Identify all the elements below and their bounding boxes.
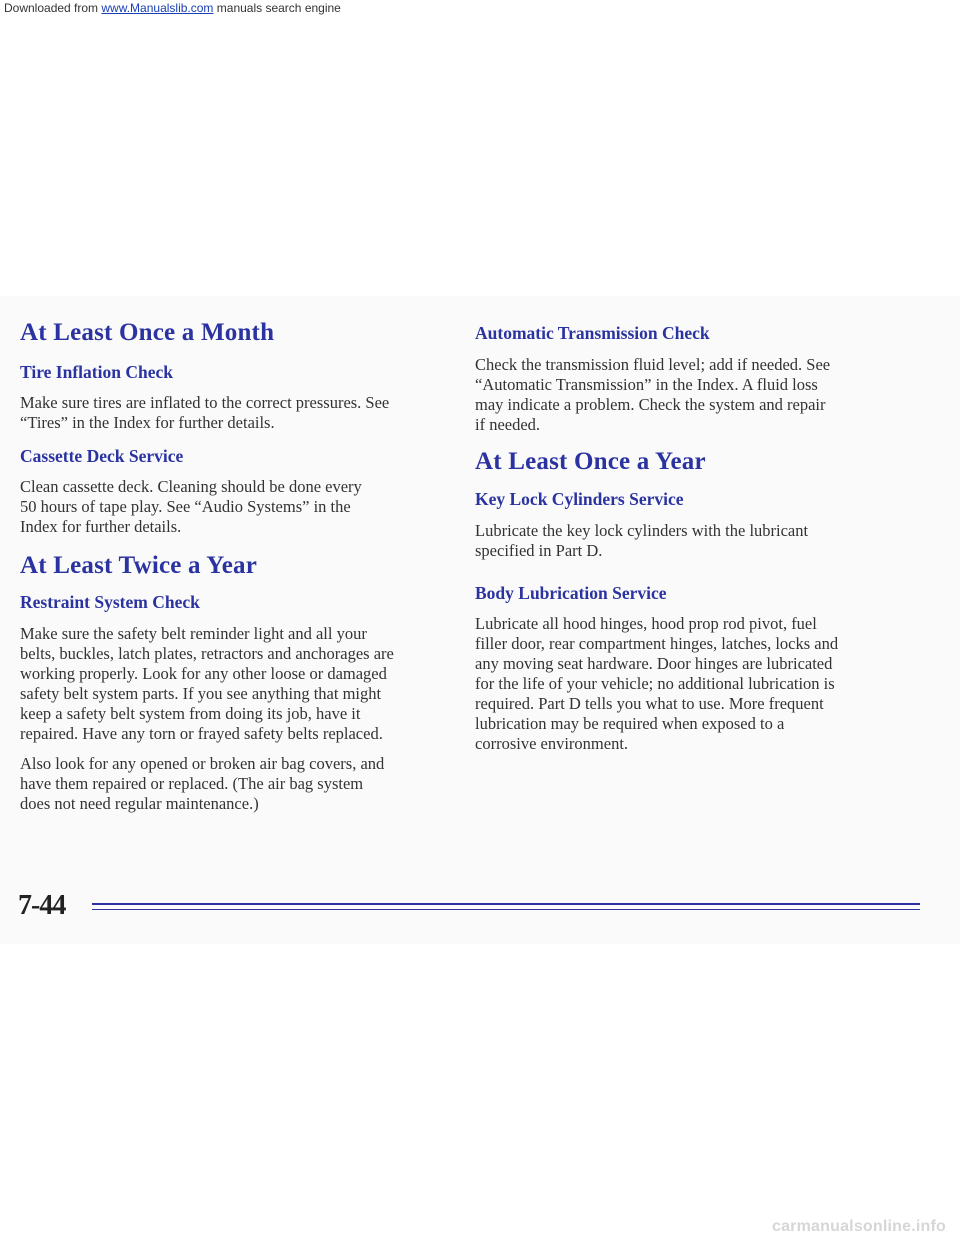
text-line: Lubricate all hood hinges, hood prop rod pivot, fuel (475, 614, 817, 633)
body-lubrication-paragraph (475, 614, 915, 754)
heading-automatic-transmission: Automatic Transmission Check (475, 323, 710, 343)
text-line: Check the transmission fluid level; add if needed. See (475, 355, 831, 374)
banner-suffix: manuals search engine (213, 1, 341, 15)
watermark-text: carmanualsonline.info (771, 1218, 946, 1235)
heading-twice-a-year: At Least Twice a Year (20, 552, 258, 579)
text-line: “Tires” in the Index for further details. (20, 413, 275, 432)
text-line: corrosive environment. (475, 734, 629, 753)
text-line: for the life of your vehicle; no additional lubrication is (475, 674, 835, 693)
key-lock-paragraph (475, 521, 915, 561)
text-line: have them repaired or replaced. (The air bag system (20, 774, 364, 793)
text-line: safety belt system parts. If you see anything that might (20, 684, 382, 703)
text-line: belts, buckles, latch plates, retractors and anchorages are (20, 644, 394, 663)
text-line: specified in Part D. (475, 541, 603, 560)
page-number: 7-44 (18, 890, 66, 921)
cassette-deck-paragraph (20, 477, 470, 537)
transmission-paragraph (475, 355, 915, 435)
text-line: working properly. Look for any other loose or damaged (20, 664, 387, 683)
text-line: Make sure tires are inflated to the correct pressures. See (20, 393, 390, 412)
text-line: keep a safety belt system from doing its job, have it (20, 704, 361, 723)
text-line: Index for further details. (20, 517, 182, 536)
download-banner (4, 0, 341, 16)
footer-rule (92, 903, 920, 905)
text-line: Clean cassette deck. Cleaning should be done every (20, 477, 362, 496)
air-bag-paragraph (20, 754, 470, 814)
left-column (20, 318, 470, 814)
text-line: Lubricate the key lock cylinders with the lubricant (475, 521, 809, 540)
text-line: any moving seat hardware. Door hinges are lubricated (475, 654, 833, 673)
manualslib-link[interactable]: www.Manualslib.com (101, 1, 214, 15)
text-line: required. Part D tells you what to use. More frequent (475, 694, 824, 713)
heading-tire-inflation: Tire Inflation Check (20, 362, 173, 382)
text-line: “Automatic Transmission” in the Index. A fluid loss (475, 375, 818, 394)
footer-rule-thin (92, 909, 920, 910)
restraint-system-paragraph (20, 624, 470, 744)
text-line: if needed. (475, 415, 541, 434)
text-line: filler door, rear compartment hinges, latches, locks and (475, 634, 839, 653)
heading-key-lock-cylinders: Key Lock Cylinders Service (475, 489, 684, 509)
heading-restraint-system: Restraint System Check (20, 592, 200, 612)
text-line: Also look for any opened or broken air bag covers, and (20, 754, 385, 773)
tire-inflation-paragraph (20, 393, 470, 433)
text-line: may indicate a problem. Check the system and repair (475, 395, 826, 414)
text-line: lubrication may be required when exposed to a (475, 714, 785, 733)
text-line: 50 hours of tape play. See “Audio Systems” in the (20, 497, 351, 516)
heading-cassette-deck: Cassette Deck Service (20, 446, 184, 466)
text-line: does not need regular maintenance.) (20, 794, 259, 813)
text-line: repaired. Have any torn or frayed safety belts replaced. (20, 724, 383, 743)
heading-body-lubrication: Body Lubrication Service (475, 583, 667, 603)
right-column (475, 322, 915, 754)
heading-once-a-month: At Least Once a Month (20, 319, 275, 346)
heading-once-a-year: At Least Once a Year (475, 448, 706, 475)
text-line: Make sure the safety belt reminder light and all your (20, 624, 367, 643)
banner-prefix: Downloaded from (4, 1, 102, 15)
